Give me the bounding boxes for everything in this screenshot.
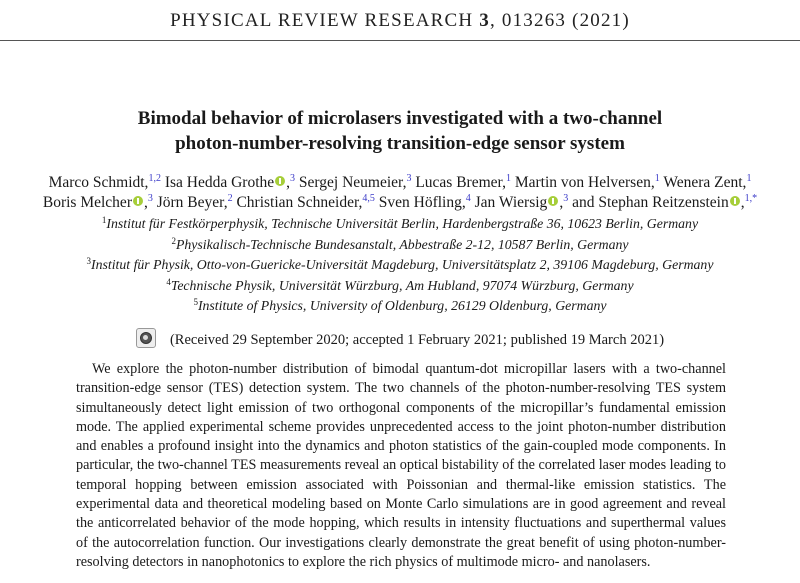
author-entry (49, 174, 161, 191)
author-name: Jan Wiersig (474, 194, 548, 211)
author-name: Martin von Helversen, (514, 174, 655, 191)
author-name: Marco Schmidt, (48, 174, 149, 191)
author-name: Sergej Neumeier, (298, 174, 407, 191)
affiliation-number: 1 (101, 215, 107, 225)
author-affiliation-ref[interactable]: 3 (290, 173, 296, 184)
author-entry (299, 174, 412, 191)
author-affiliation-ref[interactable]: 1 (654, 173, 660, 184)
author-name: Isa Hedda Grothe (164, 174, 275, 191)
title-line-1: Bimodal behavior of microlasers investigated with a two-channel (137, 108, 663, 129)
author-name: Wenera Zent, (663, 174, 747, 191)
author-name: and Stephan Reitzenstein (572, 194, 729, 211)
author-affiliation-ref[interactable]: 1 (746, 173, 752, 184)
author-name: Christian Schneider, (236, 194, 363, 211)
affiliation-line (10, 296, 790, 317)
crossmark-icon[interactable] (136, 328, 156, 348)
abstract: We explore the photon-number distribution of bimodal quantum-dot micropillar lasers with a two-channel transition-edge sensor (TES) detection system. The two channels of the photon-number-resolving TES system simultaneously detect light emission of two orthogonal components of the micropillar’s fundamental emission mode. The applied experimental scheme provides unprecedented access to the joint photon-number distribution and enables a profound insight into the dynamics and photon statistics of the gain-coupled mode components. In particular, the two-channel TES measurements reveal an optical bistability of the correlated laser modes leading to temporal hopping between emission associated with Poissonian and thermal-like emission statistics. The experimental data and theoretical modeling based on Monte Carlo simulations are in good agreement and reveal the anticorrelated behavior of the mode hopping, which results in intensity fluctuations and superthermal values of the autocorrelation function. Our investigations clearly demonstrate the great benefit of using photon-number-resolving detectors in nanophotonics to explore the rich physics of multimode micro- and nanolasers. (76, 361, 726, 570)
journal-name: PHYSICAL REVIEW RESEARCH (170, 10, 474, 31)
author-name: Sven Höfling, (378, 194, 466, 211)
affiliation-text: Institut für Physik, Otto-von-Guericke-Universität Magdeburg, Universitätsplatz 2, 39106 Magdeburg, Germany (91, 257, 714, 272)
journal-volume: 3 (479, 10, 490, 31)
affiliation-number: 2 (171, 235, 176, 246)
affiliation-text: Institut für Festkörperphysik, Technische Universität Berlin, Hardenbergstraße 36, 10623 Berlin, Germany (106, 216, 699, 231)
author-entry: Jan Wiersig ,$^3$ (474, 193, 569, 211)
author-affiliation-ref[interactable]: 4,5 (362, 193, 375, 204)
affiliation-line (10, 276, 790, 297)
affiliation-line (10, 255, 790, 276)
title-line-2: photon-number-resolving transition-edge sensor system (175, 133, 625, 154)
affiliation-line (10, 235, 790, 256)
paper-title (40, 106, 760, 156)
author-entry: and Stephan Reitzenstein ,$^{1,*}$ (572, 193, 758, 211)
author-affiliation-ref[interactable]: 4 (465, 193, 471, 204)
author-entry (663, 174, 751, 191)
author-entry (236, 194, 374, 211)
author-name: Jörn Beyer, (156, 194, 228, 211)
author-entry: Isa Hedda Grothe ,$^3$ (164, 173, 296, 191)
author-list (10, 173, 790, 213)
affiliation-number: 5 (193, 297, 198, 307)
author-affiliation-ref[interactable]: 3 (563, 193, 569, 204)
author-affiliation-ref[interactable]: 1,2 (148, 173, 161, 184)
author-entry (415, 174, 511, 191)
author-entry: Boris Melcher ,$^3$ (42, 193, 153, 211)
affiliation-line (10, 214, 790, 235)
journal-citation: , 013263 (2021) (490, 10, 630, 31)
affiliation-text: Institute of Physics, University of Oldenburg, 26129 Oldenburg, Germany (197, 298, 607, 313)
affiliation-text: Physikalisch-Technische Bundesanstalt, Abbestraße 2-12, 10587 Berlin, Germany (175, 236, 629, 252)
affiliation-text: Technische Physik, Universität Würzburg, Am Hubland, 97074 Würzburg, Germany (170, 277, 634, 293)
orcid-icon[interactable] (548, 196, 558, 206)
affiliation-list (10, 214, 790, 317)
author-name: Lucas Bremer, (415, 174, 506, 191)
header-rule (0, 40, 800, 41)
journal-header (0, 10, 800, 32)
received-dates (0, 328, 800, 349)
author-entry (157, 194, 233, 211)
orcid-icon[interactable] (133, 196, 143, 206)
author-affiliation-ref[interactable]: 3 (147, 193, 153, 204)
author-affiliation-ref[interactable]: 3 (406, 173, 412, 184)
author-entry (515, 174, 660, 191)
affiliation-number: 3 (86, 256, 92, 266)
orcid-icon[interactable] (730, 196, 740, 206)
author-entry (379, 194, 471, 211)
author-affiliation-ref[interactable]: 2 (227, 193, 233, 204)
author-affiliation-ref[interactable]: 1,* (744, 193, 758, 204)
affiliation-number: 4 (166, 276, 171, 287)
received-text: (Received 29 September 2020; accepted 1 February 2021; published 19 March 2021) (169, 332, 665, 348)
orcid-icon[interactable] (275, 176, 285, 186)
author-name: Boris Melcher (42, 194, 132, 211)
author-affiliation-ref[interactable]: 1 (505, 173, 511, 184)
